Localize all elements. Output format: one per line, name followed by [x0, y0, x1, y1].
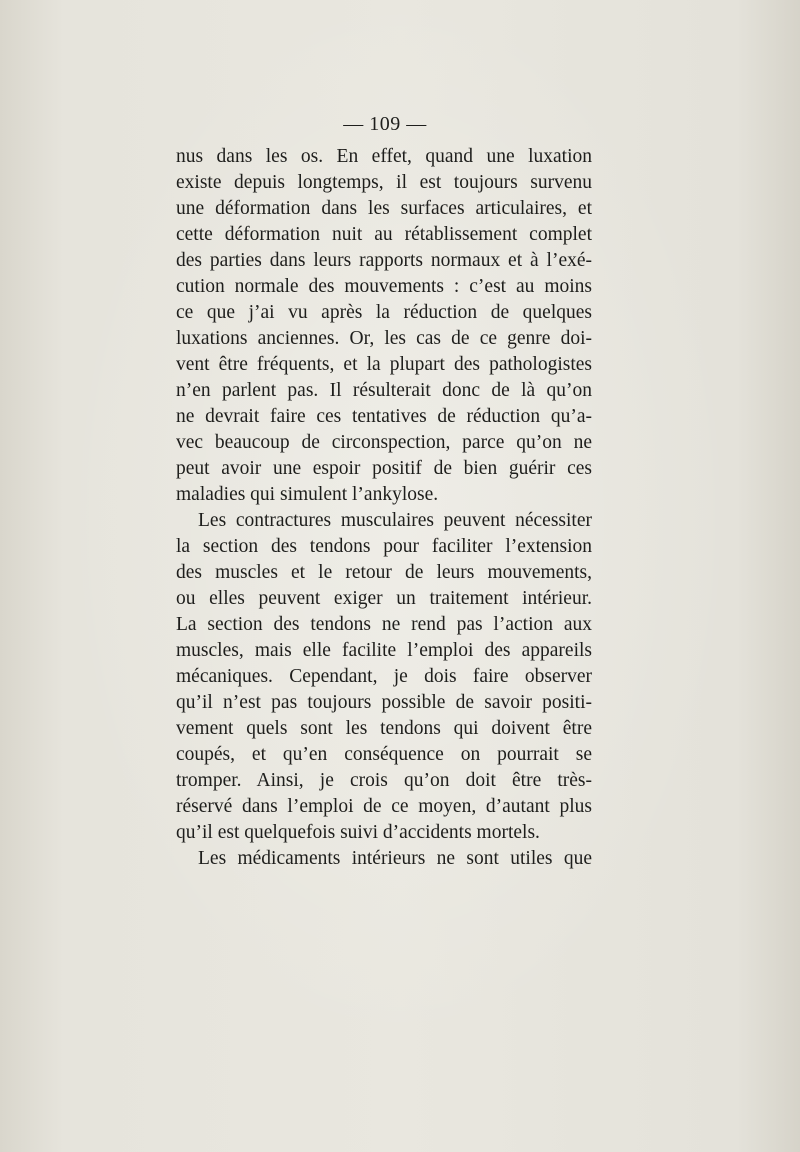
text-line: ce que j’ai vu après la réduction de quelques [176, 302, 592, 323]
text-line: existe depuis longtemps, il est toujours survenu [176, 172, 592, 193]
text-line: une déformation dans les surfaces articulaires, et [176, 198, 592, 219]
text-line: cette déformation nuit au rétablissement complet [176, 224, 592, 245]
text-line: n’en parlent pas. Il résulterait donc de là qu’on [176, 380, 592, 401]
text-line: peut avoir une espoir positif de bien guérir ces [176, 458, 592, 479]
text-line: ou elles peuvent exiger un traitement intérieur. [176, 588, 592, 609]
text-line: vement quels sont les tendons qui doivent être [176, 718, 592, 739]
text-line: vec beaucoup de circonspection, parce qu’on ne [176, 432, 592, 453]
text-line: cution normale des mouvements : c’est au moins [176, 276, 592, 297]
text-line: maladies qui simulent l’ankylose. [176, 484, 439, 505]
text-line: vent être fréquents, et la plupart des pathologistes [176, 354, 592, 375]
text-line: nus dans les os. En effet, quand une luxation [176, 146, 592, 167]
text-line: des muscles et le retour de leurs mouvements, [176, 562, 592, 583]
text-line: la section des tendons pour faciliter l’extension [176, 536, 592, 557]
text-line: coupés, et qu’en conséquence on pourrait se [176, 744, 592, 765]
text-line: qu’il n’est pas toujours possible de savoir positi- [176, 692, 592, 713]
text-line: mécaniques. Cependant, je dois faire observer [176, 666, 592, 687]
paragraph-start-line: Les médicaments intérieurs ne sont utiles que [198, 848, 592, 869]
paragraph-start-line: Les contractures musculaires peuvent nécessiter [198, 510, 592, 531]
body-text [176, 144, 592, 872]
text-line: luxations anciennes. Or, les cas de ce genre doi- [176, 328, 592, 349]
text-line: réservé dans l’emploi de ce moyen, d’autant plus [176, 796, 592, 817]
text-line: ne devrait faire ces tentatives de réduction qu’a- [176, 406, 592, 427]
text-line: qu’il est quelquefois suivi d’accidents mortels. [176, 822, 540, 843]
text-line: La section des tendons ne rend pas l’action aux [176, 614, 592, 635]
page-number: — 109 — [343, 113, 427, 135]
text-line: des parties dans leurs rapports normaux et à l’exé- [176, 250, 592, 271]
text-line: muscles, mais elle facilite l’emploi des appareils [176, 640, 592, 661]
text-line: tromper. Ainsi, je crois qu’on doit être très- [176, 770, 592, 791]
